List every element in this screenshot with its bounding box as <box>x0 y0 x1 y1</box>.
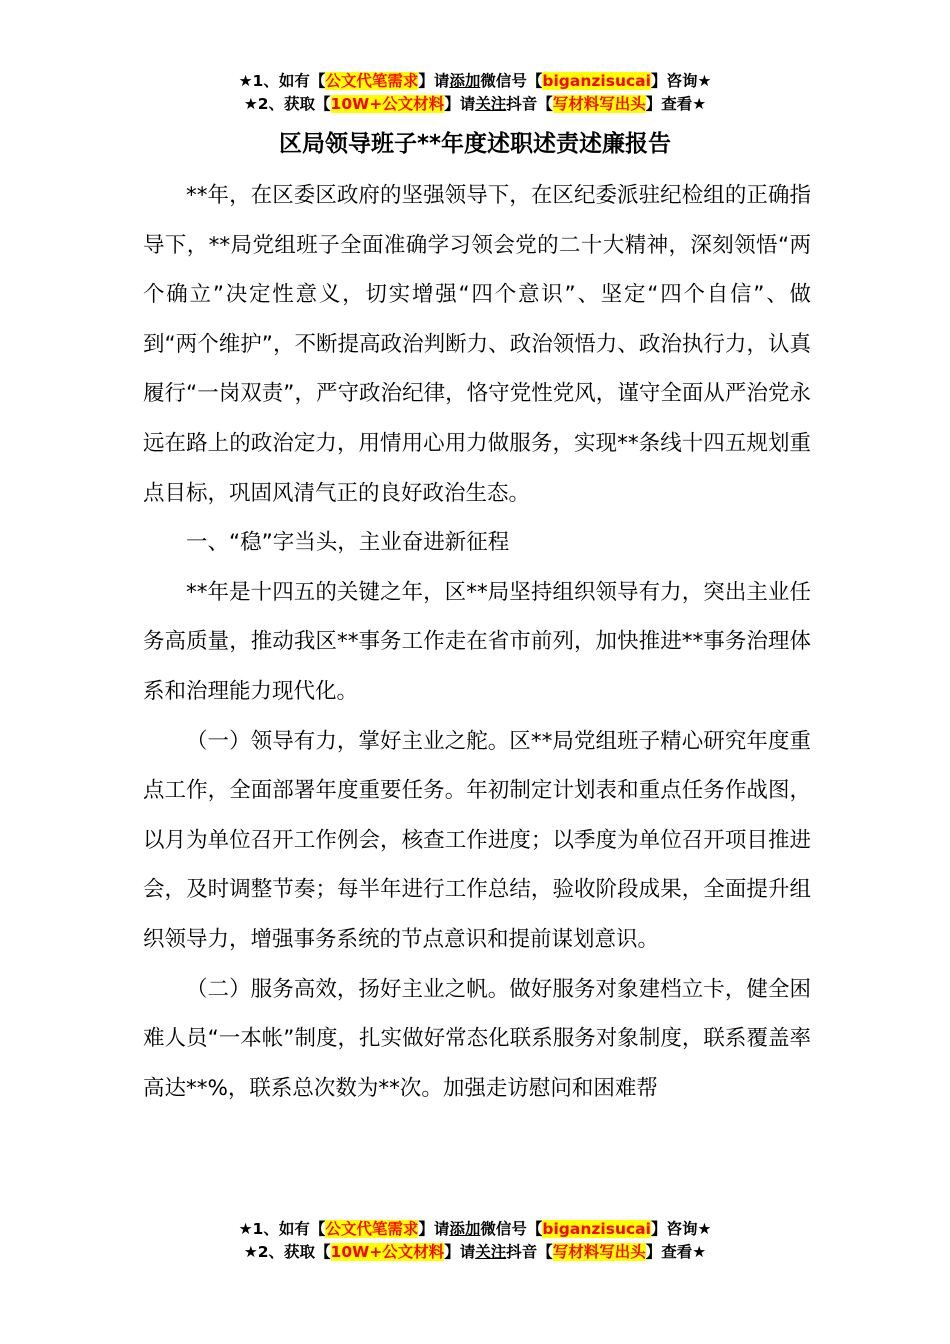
banner-highlight: 公文代笔需求 <box>325 72 419 90</box>
banner-line-1 <box>0 1218 950 1241</box>
banner-text: 】查看★ <box>645 95 707 113</box>
banner-line-2 <box>0 93 950 116</box>
banner-underline-text: 关注 <box>475 1243 507 1261</box>
header-banner <box>0 70 950 116</box>
banner-underline-text: 添加 <box>449 72 481 90</box>
banner-highlight: 写材料写出头 <box>552 1243 646 1261</box>
paragraph: （一）领导有力，掌好主业之舵。区**局党组班子精心研究年度重点工作，全面部署年度重要任务。年初制定计划表和重点任务作战图，以月为单位召开工作例会，核查工作进度；以季度为单位召开项目推进会，及时调整节奏；每半年进行工作总结，验收阶段成果，全面提升组织领导力，增强事务系统的节点意识和提前谋划意识。 <box>143 728 811 952</box>
banner-text: 】请 <box>418 1220 450 1238</box>
banner-text: 】请 <box>444 1243 476 1261</box>
banner-text: 微信号【 <box>480 1220 543 1238</box>
banner-underline-text: 关注 <box>475 95 507 113</box>
banner-text: 】咨询★ <box>650 72 712 90</box>
banner-highlight: biganzisucai <box>542 1220 651 1238</box>
footer-banner <box>0 1218 950 1264</box>
banner-text: ★1、如有【 <box>238 72 326 90</box>
banner-text: 】查看★ <box>645 1243 707 1261</box>
banner-highlight: 10W+公文材料 <box>330 95 445 113</box>
paragraph-intro: **年，在区委区政府的坚强领导下，在区纪委派驻纪检组的正确指导下，**局党组班子全面准确学习领会党的二十大精神，深刻领悟“两个确立”决定性意义，切实增强“四个意识”、坚定“四个自信”、做到“两个维护”，不断提高政治判断力、政治领悟力、政治执行力，认真履行“一岗双责”，严守政治纪律，恪守党性党风，谨守全面从严治党永远在路上的政治定力，用情用心用力做服务，实现**条线十四五规划重点目标，巩固风清气正的良好政治生态。 <box>143 183 811 506</box>
paragraph: **年是十四五的关键之年，区**局坚持组织领导有力，突出主业任务高质量，推动我区**事务工作走在省市前列，加快推进**事务治理体系和治理能力现代化。 <box>143 579 811 704</box>
document-body <box>143 171 811 1113</box>
banner-highlight: biganzisucai <box>542 72 651 90</box>
banner-underline-text: 添加 <box>449 1220 481 1238</box>
banner-highlight: 写材料写出头 <box>552 95 646 113</box>
document-title: 区局领导班子**年度述职述责述廉报告 <box>278 131 672 157</box>
banner-text: 抖音【 <box>506 95 553 113</box>
banner-text: 微信号【 <box>480 72 543 90</box>
banner-highlight: 公文代笔需求 <box>325 1220 419 1238</box>
paragraph: （二）服务高效，扬好主业之帆。做好服务对象建档立卡，健全困难人员“一本帐”制度，扎实做好常态化联系服务对象制度，联系覆盖率高达**%，联系总次数为**次。加强走访慰问和困难帮 <box>143 976 811 1101</box>
banner-text: ★1、如有【 <box>238 1220 326 1238</box>
banner-text: 】请 <box>444 95 476 113</box>
banner-text: 抖音【 <box>506 1243 553 1261</box>
banner-line-2 <box>0 1241 950 1264</box>
banner-text: ★2、获取【 <box>243 1243 331 1261</box>
banner-text: 】请 <box>418 72 450 90</box>
banner-highlight: 10W+公文材料 <box>330 1243 445 1261</box>
banner-text: ★2、获取【 <box>243 95 331 113</box>
section-heading-1: 一、“稳”字当头，主业奋进新征程 <box>186 530 510 556</box>
banner-text: 】咨询★ <box>650 1220 712 1238</box>
banner-line-1 <box>0 70 950 93</box>
